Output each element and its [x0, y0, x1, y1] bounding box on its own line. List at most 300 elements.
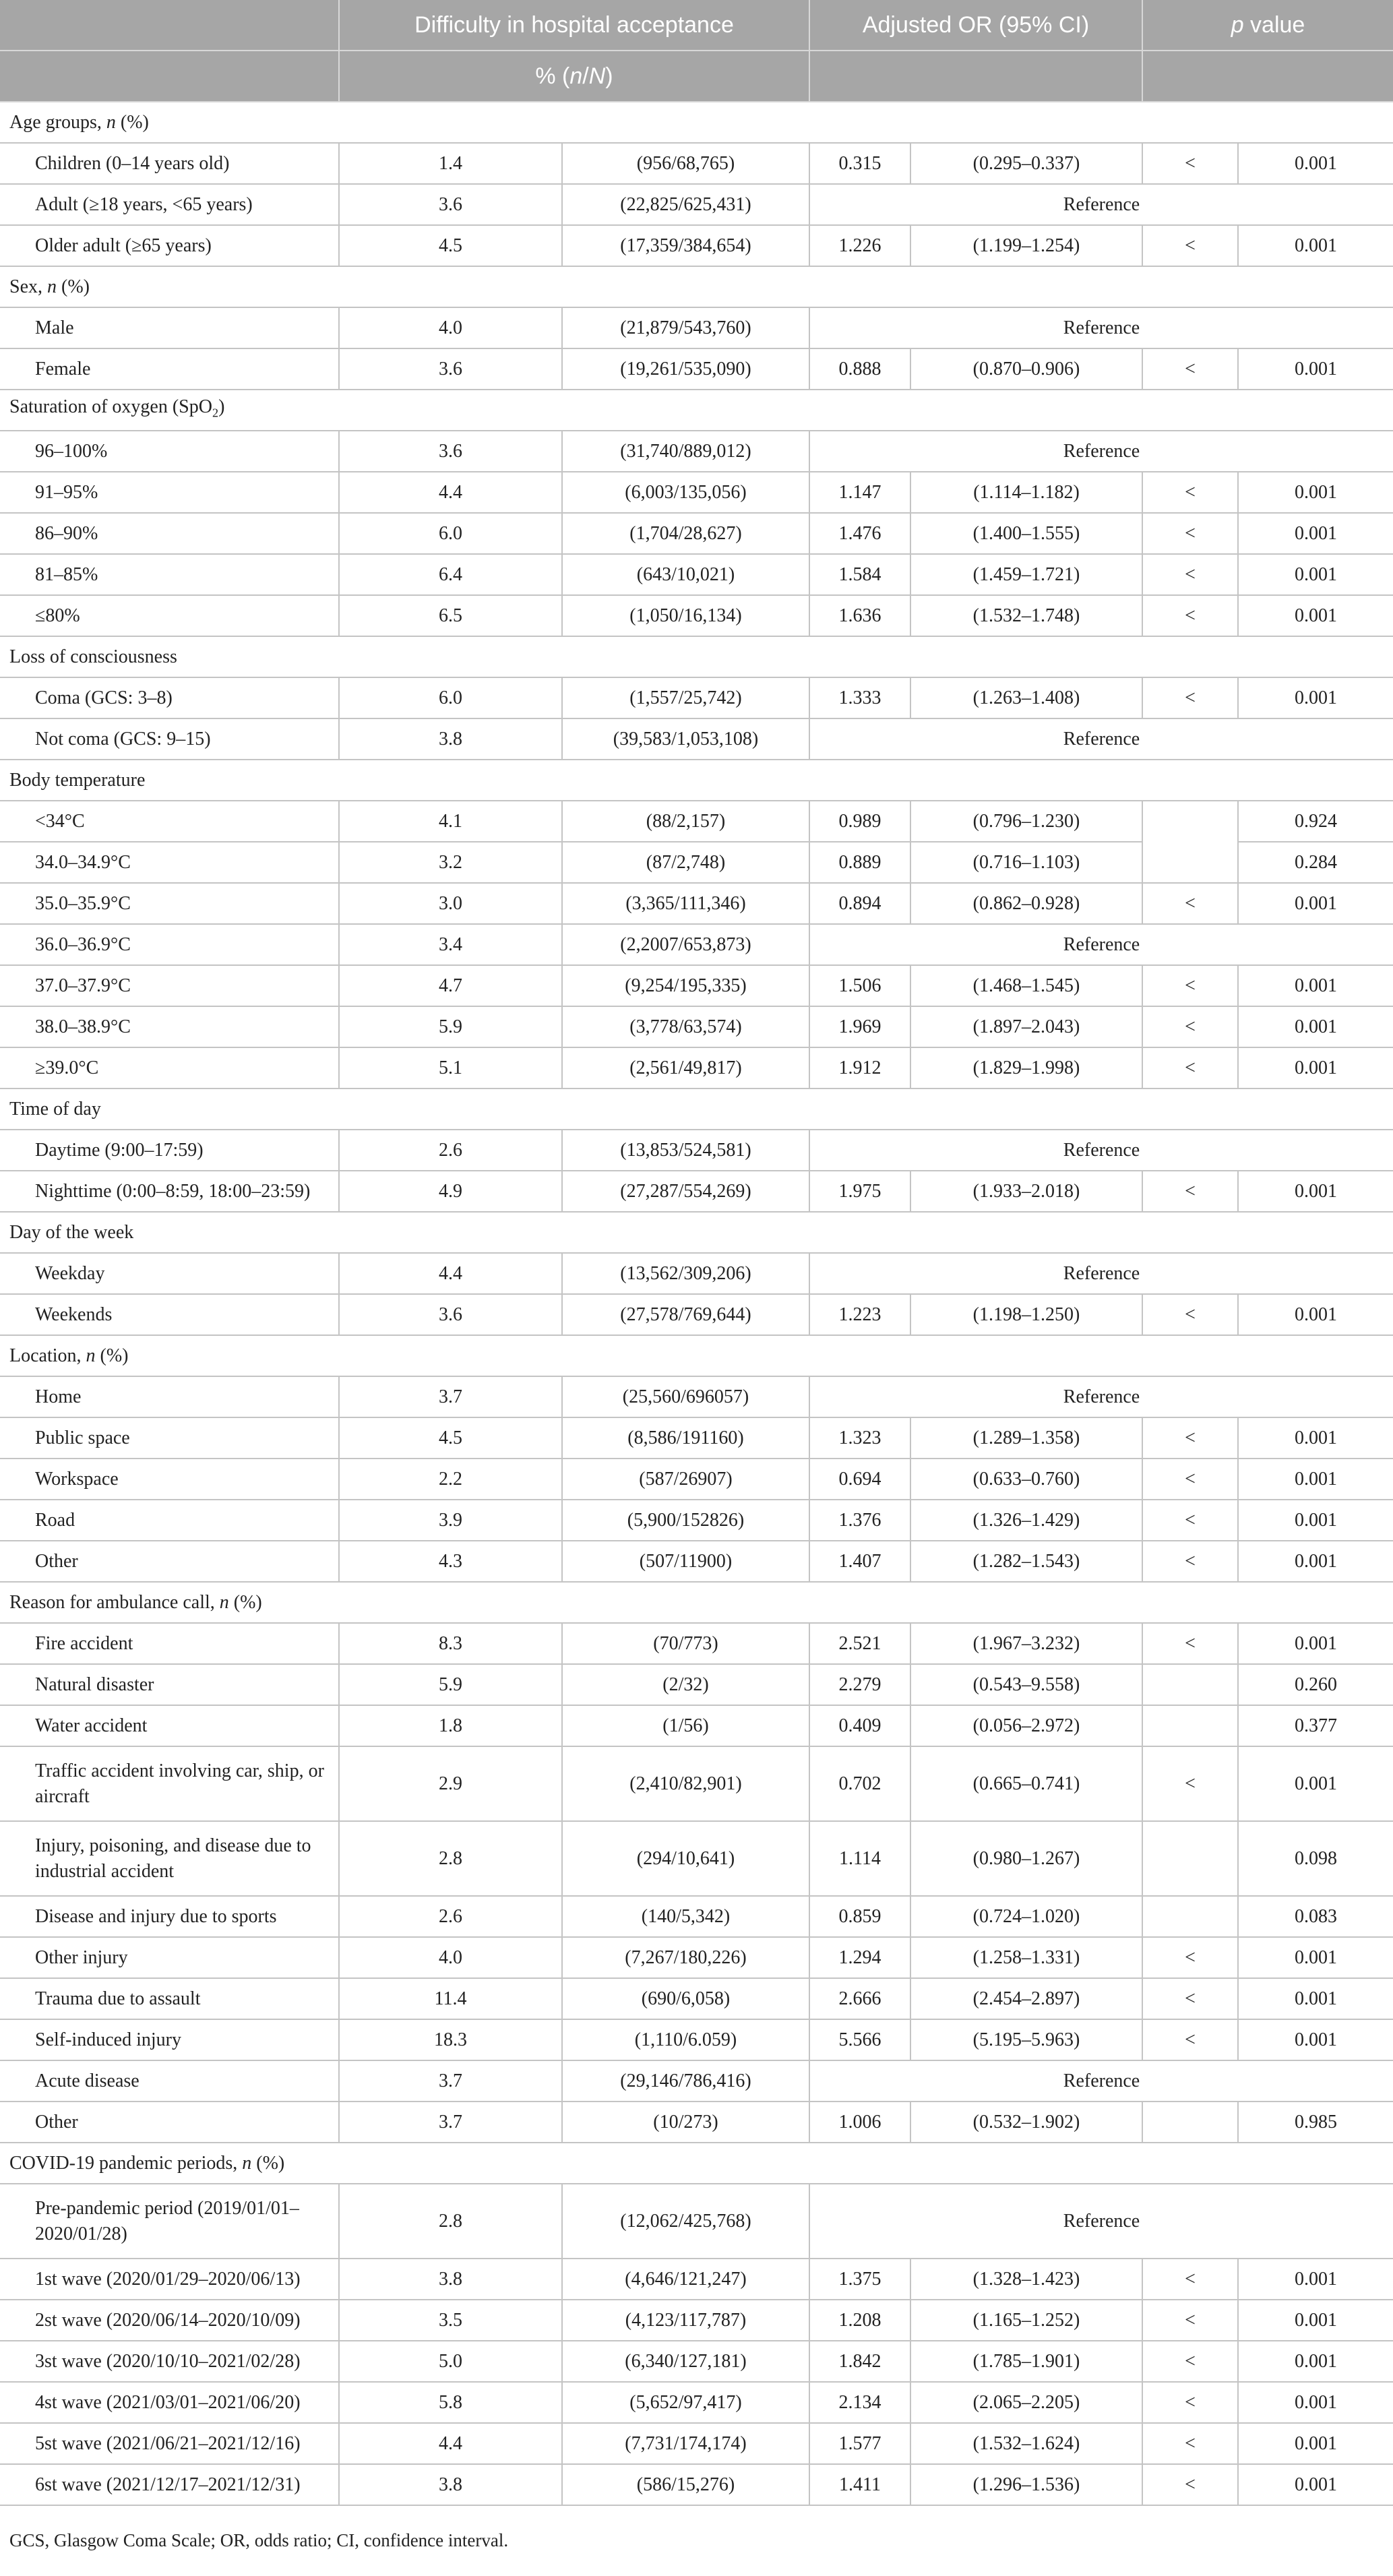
cell-confidence-interval: (1.785–1.901): [910, 2341, 1142, 2382]
cell-percent: 2.8: [339, 1821, 562, 1896]
cell-less-than: <: [1142, 1047, 1238, 1088]
table-row: [0, 2184, 1393, 2259]
cell-less-than: <: [1142, 1006, 1238, 1047]
cell-percent: 1.4: [339, 143, 562, 184]
cell-odds-ratio: 1.223: [809, 1294, 910, 1335]
section-header-row: [0, 2143, 1393, 2184]
cell-odds-ratio: 1.411: [809, 2464, 910, 2505]
cell-confidence-interval: (1.258–1.331): [910, 1937, 1142, 1978]
cell-odds-ratio: 2.279: [809, 1664, 910, 1705]
cell-odds-ratio: 2.521: [809, 1623, 910, 1664]
cell-confidence-interval: (1.199–1.254): [910, 225, 1142, 266]
cell-n-over-N: (4,123/117,787): [562, 2300, 809, 2341]
cell-n-over-N: (22,825/625,431): [562, 184, 809, 225]
section-title: Time of day: [0, 1088, 1393, 1130]
cell-p-value: 0.001: [1238, 1978, 1393, 2019]
header-blank: [0, 0, 339, 51]
cell-less-than: <: [1142, 677, 1238, 718]
cell-odds-ratio: 1.114: [809, 1821, 910, 1896]
cell-odds-ratio: 1.407: [809, 1541, 910, 1582]
table-row: [0, 348, 1393, 390]
section-title: Loss of consciousness: [0, 636, 1393, 677]
section-header-row: [0, 266, 1393, 307]
cell-percent: 3.2: [339, 842, 562, 883]
cell-confidence-interval: (1.282–1.543): [910, 1541, 1142, 1582]
row-label: Public space: [0, 1417, 339, 1459]
cell-p-value: 0.001: [1238, 1047, 1393, 1088]
cell-less-than: <: [1142, 2464, 1238, 2505]
header-percent-n: % (n/N): [339, 51, 809, 102]
cell-n-over-N: (643/10,021): [562, 554, 809, 595]
cell-percent: 3.5: [339, 2300, 562, 2341]
row-label: 2st wave (2020/06/14–2020/10/09): [0, 2300, 339, 2341]
table-row: [0, 2300, 1393, 2341]
table-row: [0, 1500, 1393, 1541]
cell-n-over-N: (5,900/152826): [562, 1500, 809, 1541]
cell-n-over-N: (587/26907): [562, 1459, 809, 1500]
table-row: [0, 2019, 1393, 2060]
cell-n-over-N: (13,853/524,581): [562, 1130, 809, 1171]
table-row: [0, 1705, 1393, 1746]
row-label: 86–90%: [0, 513, 339, 554]
cell-confidence-interval: (0.295–0.337): [910, 143, 1142, 184]
cell-n-over-N: (17,359/384,654): [562, 225, 809, 266]
cell-p-value: 0.001: [1238, 1006, 1393, 1047]
table-row: [0, 1459, 1393, 1500]
cell-percent: 4.9: [339, 1171, 562, 1212]
cell-n-over-N: (690/6,058): [562, 1978, 809, 2019]
cell-n-over-N: (2,410/82,901): [562, 1746, 809, 1821]
cell-less-than: <: [1142, 2382, 1238, 2423]
row-label: 91–95%: [0, 472, 339, 513]
table-row: [0, 965, 1393, 1006]
table-row: [0, 842, 1393, 883]
cell-confidence-interval: (5.195–5.963): [910, 2019, 1142, 2060]
table-row: [0, 1376, 1393, 1417]
cell-p-value: 0.001: [1238, 2341, 1393, 2382]
cell-less-than: <: [1142, 2259, 1238, 2300]
cell-confidence-interval: (1.532–1.748): [910, 595, 1142, 636]
row-label: 81–85%: [0, 554, 339, 595]
cell-less-than: [1142, 842, 1238, 883]
cell-p-value: 0.001: [1238, 1541, 1393, 1582]
cell-n-over-N: (21,879/543,760): [562, 307, 809, 348]
cell-odds-ratio: 1.476: [809, 513, 910, 554]
row-label: 37.0–37.9°C: [0, 965, 339, 1006]
cell-percent: 4.4: [339, 2423, 562, 2464]
cell-less-than: <: [1142, 965, 1238, 1006]
table-row: [0, 1294, 1393, 1335]
table-row: [0, 595, 1393, 636]
cell-less-than: <: [1142, 225, 1238, 266]
cell-odds-ratio: 1.969: [809, 1006, 910, 1047]
cell-confidence-interval: (0.532–1.902): [910, 2102, 1142, 2143]
cell-odds-ratio: 0.315: [809, 143, 910, 184]
header-difficulty: Difficulty in hospital acceptance: [339, 0, 809, 51]
table-row: [0, 924, 1393, 965]
cell-odds-ratio: 1.584: [809, 554, 910, 595]
cell-percent: 3.7: [339, 2060, 562, 2102]
cell-p-value: 0.001: [1238, 883, 1393, 924]
cell-p-value: 0.001: [1238, 965, 1393, 1006]
header-p-value: p value: [1142, 0, 1393, 51]
cell-less-than: <: [1142, 1978, 1238, 2019]
cell-odds-ratio: 0.409: [809, 1705, 910, 1746]
cell-reference: Reference: [809, 718, 1393, 760]
cell-less-than: <: [1142, 143, 1238, 184]
cell-percent: 5.9: [339, 1664, 562, 1705]
cell-n-over-N: (7,267/180,226): [562, 1937, 809, 1978]
cell-odds-ratio: 1.147: [809, 472, 910, 513]
cell-confidence-interval: (0.796–1.230): [910, 801, 1142, 842]
cell-percent: 11.4: [339, 1978, 562, 2019]
row-label: ≤80%: [0, 595, 339, 636]
cell-confidence-interval: (1.165–1.252): [910, 2300, 1142, 2341]
cell-confidence-interval: (1.400–1.555): [910, 513, 1142, 554]
cell-percent: 6.5: [339, 595, 562, 636]
cell-odds-ratio: 0.694: [809, 1459, 910, 1500]
cell-p-value: 0.001: [1238, 225, 1393, 266]
cell-percent: 5.8: [339, 2382, 562, 2423]
cell-less-than: <: [1142, 1500, 1238, 1541]
cell-n-over-N: (27,287/554,269): [562, 1171, 809, 1212]
table-row: [0, 1937, 1393, 1978]
cell-p-value: 0.001: [1238, 2464, 1393, 2505]
table-row: [0, 472, 1393, 513]
cell-n-over-N: (6,340/127,181): [562, 2341, 809, 2382]
cell-n-over-N: (88/2,157): [562, 801, 809, 842]
table-row: [0, 307, 1393, 348]
table-row: [0, 1171, 1393, 1212]
cell-confidence-interval: (0.633–0.760): [910, 1459, 1142, 1500]
cell-reference: Reference: [809, 924, 1393, 965]
cell-percent: 5.0: [339, 2341, 562, 2382]
cell-percent: 3.6: [339, 348, 562, 390]
cell-percent: 4.0: [339, 1937, 562, 1978]
cell-confidence-interval: (1.829–1.998): [910, 1047, 1142, 1088]
cell-n-over-N: (7,731/174,174): [562, 2423, 809, 2464]
cell-confidence-interval: (0.724–1.020): [910, 1896, 1142, 1937]
cell-n-over-N: (1,557/25,742): [562, 677, 809, 718]
cell-odds-ratio: 1.975: [809, 1171, 910, 1212]
cell-n-over-N: (5,652/97,417): [562, 2382, 809, 2423]
cell-percent: 2.2: [339, 1459, 562, 1500]
cell-confidence-interval: (2.065–2.205): [910, 2382, 1142, 2423]
cell-n-over-N: (12,062/425,768): [562, 2184, 809, 2259]
table-row: [0, 1664, 1393, 1705]
table-row: [0, 1417, 1393, 1459]
row-label: Workspace: [0, 1459, 339, 1500]
cell-odds-ratio: 1.294: [809, 1937, 910, 1978]
cell-less-than: <: [1142, 595, 1238, 636]
cell-reference: Reference: [809, 431, 1393, 472]
cell-percent: 4.1: [339, 801, 562, 842]
cell-n-over-N: (140/5,342): [562, 1896, 809, 1937]
cell-percent: 2.6: [339, 1896, 562, 1937]
table-row: [0, 2464, 1393, 2505]
cell-percent: 6.4: [339, 554, 562, 595]
row-label: Female: [0, 348, 339, 390]
section-header-row: [0, 636, 1393, 677]
row-label: Water accident: [0, 1705, 339, 1746]
cell-n-over-N: (1,704/28,627): [562, 513, 809, 554]
cell-confidence-interval: (1.289–1.358): [910, 1417, 1142, 1459]
section-header-row: [0, 1212, 1393, 1253]
section-title: COVID-19 pandemic periods, n (%): [0, 2143, 1393, 2184]
cell-percent: 6.0: [339, 677, 562, 718]
table-row: [0, 431, 1393, 472]
cell-odds-ratio: 0.894: [809, 883, 910, 924]
cell-n-over-N: (10/273): [562, 2102, 809, 2143]
section-header-row: [0, 102, 1393, 143]
cell-percent: 3.8: [339, 2464, 562, 2505]
cell-percent: 3.6: [339, 1294, 562, 1335]
cell-less-than: <: [1142, 883, 1238, 924]
cell-percent: 2.8: [339, 2184, 562, 2259]
row-label: Self-induced injury: [0, 2019, 339, 2060]
cell-p-value: 0.001: [1238, 1417, 1393, 1459]
table-body: [0, 102, 1393, 2505]
cell-odds-ratio: 0.889: [809, 842, 910, 883]
section-title: Location, n (%): [0, 1335, 1393, 1376]
cell-percent: 5.1: [339, 1047, 562, 1088]
cell-n-over-N: (586/15,276): [562, 2464, 809, 2505]
table-footnote: GCS, Glasgow Coma Scale; OR, odds ratio; CI, confidence interval.: [9, 2530, 509, 2550]
cell-percent: 18.3: [339, 2019, 562, 2060]
cell-p-value: 0.001: [1238, 348, 1393, 390]
header-blank-2: [0, 51, 339, 102]
section-header-row: [0, 1335, 1393, 1376]
cell-odds-ratio: 1.226: [809, 225, 910, 266]
table-row: [0, 2341, 1393, 2382]
row-label: 5st wave (2021/06/21–2021/12/16): [0, 2423, 339, 2464]
table-row: [0, 184, 1393, 225]
cell-less-than: <: [1142, 1459, 1238, 1500]
cell-n-over-N: (2,2007/653,873): [562, 924, 809, 965]
row-label: 3st wave (2020/10/10–2021/02/28): [0, 2341, 339, 2382]
cell-p-value: 0.001: [1238, 1294, 1393, 1335]
cell-percent: 3.6: [339, 184, 562, 225]
cell-less-than: [1142, 801, 1238, 842]
cell-n-over-N: (1,050/16,134): [562, 595, 809, 636]
section-header-row: [0, 390, 1393, 431]
row-label: Natural disaster: [0, 1664, 339, 1705]
cell-less-than: <: [1142, 1937, 1238, 1978]
row-label: Male: [0, 307, 339, 348]
row-label: Home: [0, 1376, 339, 1417]
cell-less-than: <: [1142, 1746, 1238, 1821]
cell-p-value: 0.001: [1238, 677, 1393, 718]
cell-odds-ratio: 2.666: [809, 1978, 910, 2019]
cell-percent: 4.0: [339, 307, 562, 348]
header-row-1: [0, 0, 1393, 51]
section-title: Reason for ambulance call, n (%): [0, 1582, 1393, 1623]
cell-confidence-interval: (0.543–9.558): [910, 1664, 1142, 1705]
cell-n-over-N: (294/10,641): [562, 1821, 809, 1896]
cell-confidence-interval: (1.468–1.545): [910, 965, 1142, 1006]
cell-n-over-N: (27,578/769,644): [562, 1294, 809, 1335]
cell-confidence-interval: (1.933–2.018): [910, 1171, 1142, 1212]
cell-n-over-N: (1/56): [562, 1705, 809, 1746]
cell-percent: 1.8: [339, 1705, 562, 1746]
section-title: Day of the week: [0, 1212, 1393, 1253]
row-label: 96–100%: [0, 431, 339, 472]
cell-odds-ratio: 1.006: [809, 2102, 910, 2143]
row-label: Weekday: [0, 1253, 339, 1294]
cell-confidence-interval: (1.263–1.408): [910, 677, 1142, 718]
cell-n-over-N: (70/773): [562, 1623, 809, 1664]
cell-less-than: <: [1142, 2019, 1238, 2060]
cell-odds-ratio: 1.376: [809, 1500, 910, 1541]
cell-n-over-N: (8,586/191160): [562, 1417, 809, 1459]
cell-p-value: 0.001: [1238, 143, 1393, 184]
cell-p-value: 0.284: [1238, 842, 1393, 883]
cell-less-than: [1142, 2102, 1238, 2143]
cell-less-than: <: [1142, 1541, 1238, 1582]
cell-confidence-interval: (0.870–0.906): [910, 348, 1142, 390]
cell-p-value: 0.001: [1238, 1623, 1393, 1664]
header-blank-4: [1142, 51, 1393, 102]
section-title: Sex, n (%): [0, 266, 1393, 307]
cell-p-value: 0.001: [1238, 1500, 1393, 1541]
cell-odds-ratio: 1.912: [809, 1047, 910, 1088]
cell-confidence-interval: (1.326–1.429): [910, 1500, 1142, 1541]
row-label: 36.0–36.9°C: [0, 924, 339, 965]
cell-reference: Reference: [809, 307, 1393, 348]
cell-percent: 3.8: [339, 718, 562, 760]
cell-p-value: 0.377: [1238, 1705, 1393, 1746]
row-label: Acute disease: [0, 2060, 339, 2102]
cell-confidence-interval: (0.862–0.928): [910, 883, 1142, 924]
cell-less-than: <: [1142, 1294, 1238, 1335]
cell-p-value: 0.001: [1238, 513, 1393, 554]
row-label: Other injury: [0, 1937, 339, 1978]
table-row: [0, 2259, 1393, 2300]
cell-confidence-interval: (1.114–1.182): [910, 472, 1142, 513]
cell-n-over-N: (31,740/889,012): [562, 431, 809, 472]
cell-n-over-N: (2/32): [562, 1664, 809, 1705]
cell-percent: 6.0: [339, 513, 562, 554]
cell-less-than: <: [1142, 513, 1238, 554]
cell-n-over-N: (19,261/535,090): [562, 348, 809, 390]
cell-percent: 3.0: [339, 883, 562, 924]
cell-percent: 5.9: [339, 1006, 562, 1047]
cell-p-value: 0.001: [1238, 554, 1393, 595]
cell-n-over-N: (2,561/49,817): [562, 1047, 809, 1088]
cell-percent: 3.6: [339, 431, 562, 472]
cell-n-over-N: (507/11900): [562, 1541, 809, 1582]
cell-p-value: 0.001: [1238, 2019, 1393, 2060]
row-label: 4st wave (2021/03/01–2021/06/20): [0, 2382, 339, 2423]
row-label: Other: [0, 2102, 339, 2143]
cell-odds-ratio: 1.577: [809, 2423, 910, 2464]
cell-less-than: [1142, 1821, 1238, 1896]
row-label: Injury, poisoning, and disease due to industrial accident: [0, 1821, 339, 1896]
cell-less-than: <: [1142, 348, 1238, 390]
cell-n-over-N: (87/2,748): [562, 842, 809, 883]
cell-confidence-interval: (0.980–1.267): [910, 1821, 1142, 1896]
row-label: 6st wave (2021/12/17–2021/12/31): [0, 2464, 339, 2505]
section-header-row: [0, 760, 1393, 801]
cell-confidence-interval: (1.897–2.043): [910, 1006, 1142, 1047]
cell-odds-ratio: 2.134: [809, 2382, 910, 2423]
cell-percent: 3.4: [339, 924, 562, 965]
cell-n-over-N: (956/68,765): [562, 143, 809, 184]
cell-confidence-interval: (1.296–1.536): [910, 2464, 1142, 2505]
section-title: Saturation of oxygen (SpO$_2$): [0, 390, 1393, 431]
cell-n-over-N: (3,365/111,346): [562, 883, 809, 924]
cell-n-over-N: (1,110/6.059): [562, 2019, 809, 2060]
cell-reference: Reference: [809, 184, 1393, 225]
section-title: Body temperature: [0, 760, 1393, 801]
cell-p-value: 0.001: [1238, 472, 1393, 513]
table-row: [0, 1896, 1393, 1937]
cell-confidence-interval: (1.198–1.250): [910, 1294, 1142, 1335]
cell-less-than: [1142, 1705, 1238, 1746]
table-row: [0, 554, 1393, 595]
header-adjusted-or: Adjusted OR (95% CI): [809, 0, 1142, 51]
cell-confidence-interval: (0.056–2.972): [910, 1705, 1142, 1746]
cell-confidence-interval: (1.459–1.721): [910, 554, 1142, 595]
table-row: [0, 801, 1393, 842]
table-row: [0, 1746, 1393, 1821]
cell-p-value: 0.260: [1238, 1664, 1393, 1705]
cell-n-over-N: (13,562/309,206): [562, 1253, 809, 1294]
cell-percent: 4.5: [339, 1417, 562, 1459]
cell-less-than: <: [1142, 2423, 1238, 2464]
row-label: Adult (≥18 years, <65 years): [0, 184, 339, 225]
row-label: Weekends: [0, 1294, 339, 1335]
row-label: 34.0–34.9°C: [0, 842, 339, 883]
cell-percent: 3.8: [339, 2259, 562, 2300]
cell-p-value: 0.001: [1238, 1459, 1393, 1500]
cell-n-over-N: (9,254/195,335): [562, 965, 809, 1006]
cell-less-than: <: [1142, 554, 1238, 595]
row-label: Coma (GCS: 3–8): [0, 677, 339, 718]
cell-percent: 4.4: [339, 1253, 562, 1294]
cell-n-over-N: (6,003/135,056): [562, 472, 809, 513]
table-row: [0, 1047, 1393, 1088]
cell-p-value: 0.001: [1238, 1171, 1393, 1212]
row-label: Older adult (≥65 years): [0, 225, 339, 266]
cell-reference: Reference: [809, 1253, 1393, 1294]
cell-odds-ratio: 1.842: [809, 2341, 910, 2382]
cell-reference: Reference: [809, 1376, 1393, 1417]
cell-n-over-N: (4,646/121,247): [562, 2259, 809, 2300]
cell-less-than: <: [1142, 1623, 1238, 1664]
cell-confidence-interval: (1.328–1.423): [910, 2259, 1142, 2300]
row-label: Trauma due to assault: [0, 1978, 339, 2019]
table-row: [0, 2060, 1393, 2102]
cell-confidence-interval: (0.716–1.103): [910, 842, 1142, 883]
table-row: [0, 1253, 1393, 1294]
cell-odds-ratio: 1.323: [809, 1417, 910, 1459]
cell-odds-ratio: 0.859: [809, 1896, 910, 1937]
cell-reference: Reference: [809, 2060, 1393, 2102]
cell-n-over-N: (29,146/786,416): [562, 2060, 809, 2102]
cell-p-value: 0.001: [1238, 1746, 1393, 1821]
cell-reference: Reference: [809, 2184, 1393, 2259]
cell-n-over-N: (25,560/696057): [562, 1376, 809, 1417]
cell-confidence-interval: (1.967–3.232): [910, 1623, 1142, 1664]
cell-odds-ratio: 5.566: [809, 2019, 910, 2060]
table-row: [0, 2102, 1393, 2143]
row-label: Other: [0, 1541, 339, 1582]
cell-less-than: [1142, 1664, 1238, 1705]
table-row: [0, 2423, 1393, 2464]
cell-p-value: 0.001: [1238, 2259, 1393, 2300]
table-row: [0, 1978, 1393, 2019]
